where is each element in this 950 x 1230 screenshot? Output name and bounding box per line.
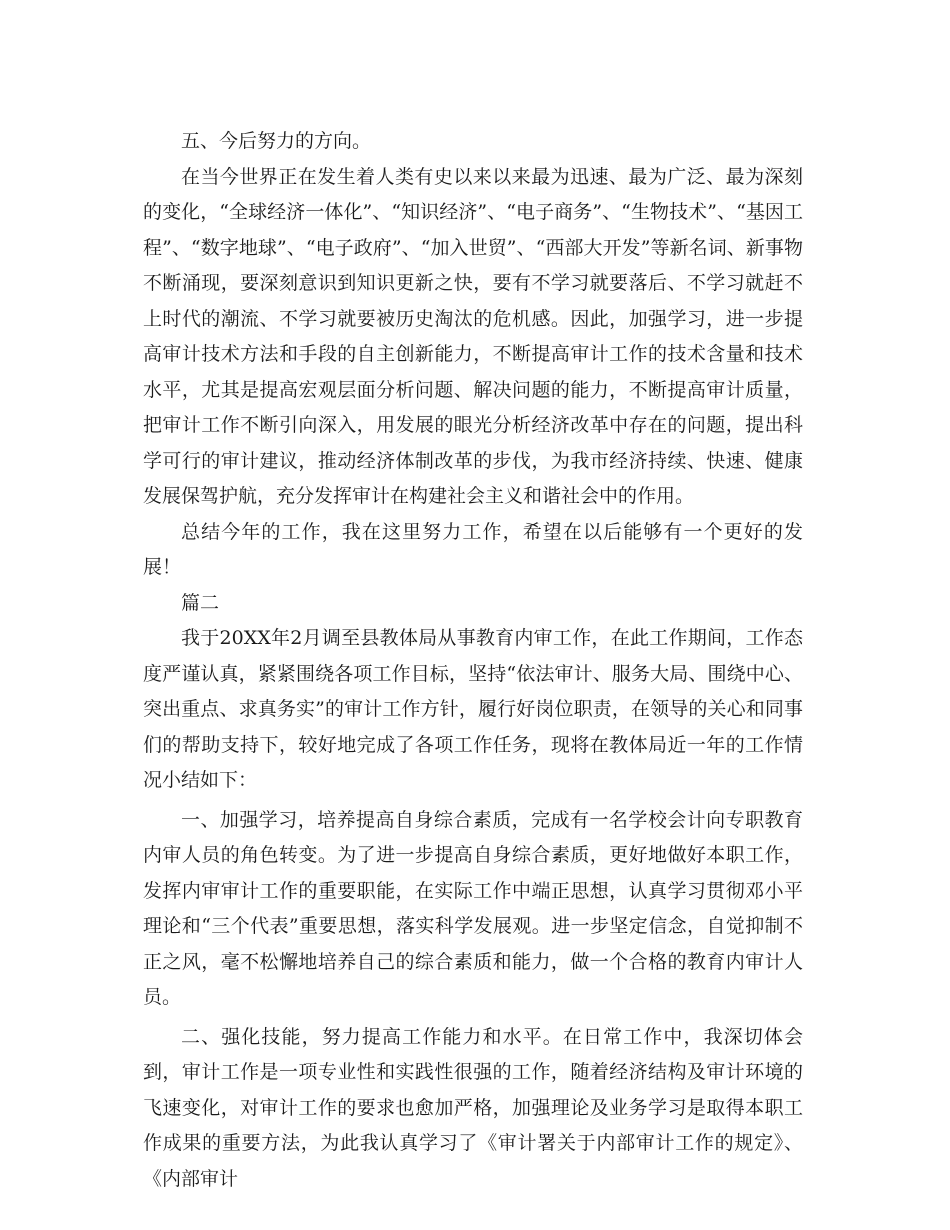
paragraph-point-two: 二、强化技能，努力提高工作能力和水平。在日常工作中，我深切体会到，审计工作是一项专业性和实践性很强的工作，随着经济结构及审计环境的飞速变化，对审计工作的要求也愈加严格，加强理论及业务学习是取得本职工作成果的重要方法，为此我认真学习了《审计署关于内部审计工作的规定》、《内部审计: [143, 1025, 803, 1190]
paragraph-intro: 我于20XX年2月调至县教体局从事教育内审工作，在此工作期间，工作态度严谨认真，紧紧围绕各项工作目标，坚持“依法审计、服务大局、围绕中心、突出重点、求真务实”的审计工作方针，履行好岗位职责，在领导的关心和同事们的帮助支持下，较好地完成了各项工作任务，现将在教体局近一年的工作情况小结如下：: [143, 627, 803, 791]
document-body: [143, 124, 803, 1197]
paragraph-summary: 总结今年的工作，我在这里努力工作，希望在以后能够有一个更好的发展！: [143, 520, 803, 578]
paragraph-point-one: 一、加强学习，培养提高自身综合素质，完成有一名学校会计向专职教育内审人员的角色转变。为了进一步提高自身综合素质，更好地做好本职工作，发挥内审审计工作的重要职能，在实际工作中端正思想，认真学习贯彻邓小平理论和“三个代表”重要思想，落实科学发展观。进一步坚定信念，自觉抑制不正之风，毫不松懈地培养自己的综合素质和能力，做一个合格的教育内审计人员。: [143, 808, 803, 1008]
paragraph-learning: 在当今世界正在发生着人类有史以来以来最为迅速、最为广泛、最为深刻的变化，“全球经济一体化”、“知识经济”、“电子商务”、“生物技术”、“基因工程”、“数字地球”、“电子政府”、“加入世贸”、“西部大开发”等新名词、新事物不断涌现，要深刻意识到知识更新之快，要有不学习就要落后、不学习就赶不上时代的潮流、不学习就要被历史淘汰的危机感。因此，加强学习，进一步提高审计技术方法和手段的自主创新能力，不断提高审计工作的技术含量和技术水平，尤其是提高宏观层面分析问题、解决问题的能力，不断提高审计质量，把审计工作不断引向深入，用发展的眼光分析经济改革中存在的问题，提出科学可行的审计建议，推动经济体制改革的步伐，为我市经济持续、快速、健康发展保驾护航，充分发挥审计在构建社会主义和谐社会中的作用。: [143, 165, 803, 507]
part-two-heading: 篇二: [181, 591, 220, 614]
section-heading-future-direction: 五、今后努力的方向。: [181, 130, 372, 152]
